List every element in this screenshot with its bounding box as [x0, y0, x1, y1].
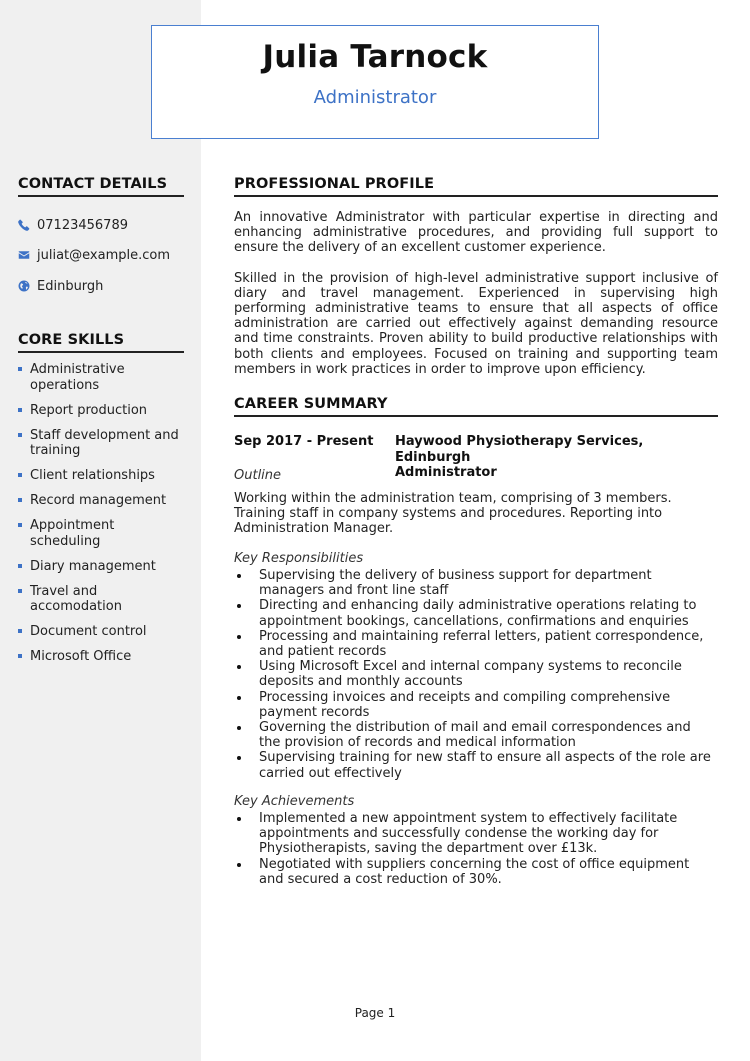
bullet-dot-icon — [237, 665, 241, 669]
list-item: Governing the distribution of mail and email correspondences and the provision of records and medical information — [234, 720, 714, 750]
responsibilities-list — [234, 568, 714, 781]
list-item: Processing and maintaining referral letters, patient correspondence, and patient records — [234, 629, 714, 659]
skill-item: Report production — [18, 403, 188, 419]
skill-item: Appointment scheduling — [18, 518, 188, 549]
core-skills-heading: CORE SKILLS — [18, 332, 184, 353]
list-item: Processing invoices and receipts and compiling comprehensive payment records — [234, 690, 714, 720]
phone-icon — [18, 219, 31, 232]
envelope-icon — [18, 249, 31, 262]
square-bullet-icon — [18, 473, 22, 477]
list-item: Supervising the delivery of business support for department managers and front line staff — [234, 568, 714, 598]
square-bullet-icon — [18, 589, 22, 593]
skill-item: Client relationships — [18, 468, 188, 484]
square-bullet-icon — [18, 433, 22, 437]
skill-item: Diary management — [18, 559, 188, 575]
contact-email — [18, 241, 170, 272]
career-summary-heading: CAREER SUMMARY — [234, 396, 718, 417]
skill-item: Administrative operations — [18, 362, 188, 393]
bullet-dot-icon — [237, 863, 241, 867]
responsibilities-label: Key Responsibilities — [234, 551, 364, 566]
skill-item: Staff development and training — [18, 428, 188, 459]
candidate-role: Administrator — [313, 87, 437, 108]
bullet-dot-icon — [237, 574, 241, 578]
bullet-dot-icon — [237, 696, 241, 700]
bullet-dot-icon — [237, 635, 241, 639]
job-outline: Working within the administration team, comprising of 3 members. Training staff in company systems and procedures. Reporting into Administration Manager. — [234, 491, 672, 537]
job-dates: Sep 2017 - Present — [234, 434, 374, 449]
profile-paragraph: Skilled in the provision of high-level administrative support inclusive of diary and travel management. Experienced in supervising high performing administrative teams to ensure that all aspects of office administration are carried out effectively against demanding resource and time constraints. Proven ability to build productive relationships with both clients and employees. Focused on training and supporting team members in work practices in order to improve upon efficiency. — [234, 270, 718, 377]
bullet-dot-icon — [237, 756, 241, 760]
outline-label: Outline — [234, 468, 282, 483]
square-bullet-icon — [18, 629, 22, 633]
contact-email-text: juliat@example.com — [37, 248, 170, 264]
globe-icon — [18, 280, 31, 293]
candidate-name: Julia Tarnock — [262, 39, 488, 75]
square-bullet-icon — [18, 408, 22, 412]
list-item: Implemented a new appointment system to effectively facilitate appointments and successfully condense the working day for Physiotherapists, saving the department over £13k. — [234, 811, 714, 857]
square-bullet-icon — [18, 498, 22, 502]
skill-item: Travel and accomodation — [18, 584, 188, 615]
contact-location — [18, 271, 170, 302]
name-header — [151, 25, 599, 139]
contact-phone — [18, 210, 170, 241]
job-employer: Haywood Physiotherapy Services, Edinburgh — [395, 434, 644, 465]
achievements-label: Key Achievements — [234, 794, 355, 809]
contact-phone-text: 07123456789 — [37, 217, 128, 233]
skills-list — [18, 362, 188, 674]
job-position: Administrator — [395, 465, 497, 480]
contact-details-heading: CONTACT DETAILS — [18, 176, 184, 197]
bullet-dot-icon — [237, 604, 241, 608]
page-number: Page 1 — [354, 1006, 396, 1020]
bullet-dot-icon — [237, 817, 241, 821]
achievements-list — [234, 811, 714, 887]
skill-item: Document control — [18, 624, 188, 640]
professional-profile-heading: PROFESSIONAL PROFILE — [234, 176, 718, 197]
skill-item: Microsoft Office — [18, 649, 188, 665]
square-bullet-icon — [18, 564, 22, 568]
list-item: Negotiated with suppliers concerning the cost of office equipment and secured a cost reduction of 30%. — [234, 857, 714, 887]
list-item: Directing and enhancing daily administrative operations relating to appointment bookings, cancellations, confirmations and enquiries — [234, 598, 714, 628]
square-bullet-icon — [18, 367, 22, 371]
contact-location-text: Edinburgh — [37, 278, 104, 294]
list-item: Using Microsoft Excel and internal company systems to reconcile deposits and monthly accounts — [234, 659, 714, 689]
job-employer-block — [395, 434, 718, 481]
contact-list — [18, 210, 170, 302]
profile-section — [234, 210, 718, 377]
square-bullet-icon — [18, 523, 22, 527]
square-bullet-icon — [18, 654, 22, 658]
list-item: Supervising training for new staff to ensure all aspects of the role are carried out effectively — [234, 750, 714, 780]
skill-item: Record management — [18, 493, 188, 509]
profile-paragraph: An innovative Administrator with particular expertise in directing and enhancing administrative procedures, and providing full support to ensure the delivery of an excellent customer experience. — [234, 210, 718, 256]
bullet-dot-icon — [237, 726, 241, 730]
